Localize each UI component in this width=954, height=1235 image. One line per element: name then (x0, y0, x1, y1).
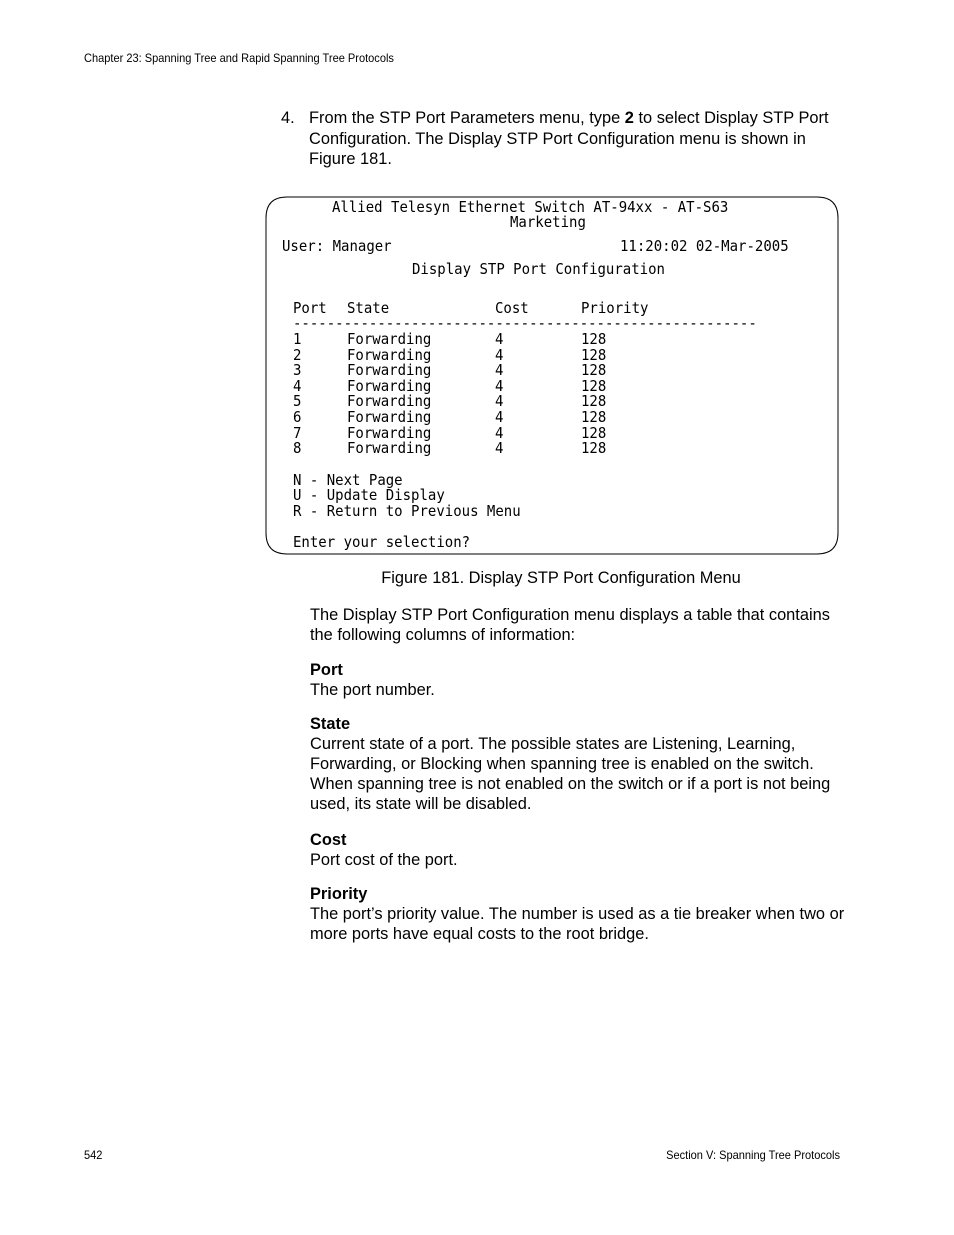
cell-priority: 128 (581, 423, 607, 442)
definition-cost (310, 830, 850, 870)
option-next-page[interactable]: N - Next Page (293, 470, 403, 489)
figure-caption: Figure 181. Display STP Port Configuration Menu (381, 569, 741, 587)
cell-state: Forwarding (347, 361, 432, 380)
column-header-priority: Priority (581, 299, 649, 317)
definition-desc: Current state of a port. The possible states are Listening, Learning, Forwarding, or Blocking when spanning tree is enabled on the switch. When spanning tree is not enabled on the switch or if a port is not being used, its state will be disabled. (310, 735, 831, 813)
cell-port: 6 (293, 408, 302, 426)
cell-state: Forwarding (347, 392, 432, 411)
cell-state: Forwarding (347, 330, 432, 348)
definition-desc: The port’s priority value. The number is used as a tie breaker when two or more ports have equal costs to the root bridge. (310, 905, 845, 943)
cell-port: 3 (293, 361, 302, 380)
definition-term: State (310, 715, 351, 733)
section-footer: Section V: Spanning Tree Protocols (666, 1148, 840, 1162)
definition-port (310, 660, 850, 700)
cell-port: 5 (293, 392, 302, 411)
screen-menu-title: Display STP Port Configuration (412, 260, 665, 278)
selection-prompt[interactable]: Enter your selection? (293, 533, 471, 551)
cell-priority: 128 (581, 345, 607, 364)
cell-cost: 4 (495, 423, 504, 442)
cell-cost: 4 (495, 408, 504, 426)
step-text-after: to select Display STP Port Configuration. The Display STP Port Configuration menu is shown in Figure 181. (309, 109, 829, 168)
definition-term: Priority (310, 885, 368, 903)
cell-priority: 128 (581, 439, 607, 458)
cell-cost: 4 (495, 376, 504, 395)
option-update-display[interactable]: U - Update Display (293, 486, 445, 505)
cell-state: Forwarding (347, 423, 432, 442)
cell-state: Forwarding (347, 439, 432, 458)
cell-priority: 128 (581, 392, 607, 411)
page-number: 542 (84, 1148, 103, 1162)
definition-desc: The port number. (310, 681, 435, 699)
cell-priority: 128 (581, 330, 607, 348)
cell-cost: 4 (495, 392, 504, 411)
cell-state: Forwarding (347, 408, 432, 426)
cell-state: Forwarding (347, 376, 432, 395)
definition-desc: Port cost of the port. (310, 851, 458, 869)
column-header-state: State (347, 299, 390, 317)
screen-title-line: Allied Telesyn Ethernet Switch AT-94xx - AT-S63 (332, 198, 729, 216)
step-bold-key: 2 (624, 109, 634, 127)
cell-priority: 128 (581, 408, 607, 426)
cell-cost: 4 (495, 330, 504, 348)
cell-state: Forwarding (347, 345, 432, 364)
cell-cost: 4 (495, 345, 504, 364)
cell-port: 8 (293, 439, 302, 458)
definition-term: Cost (310, 831, 347, 849)
cell-port: 4 (293, 376, 302, 395)
cell-cost: 4 (495, 439, 504, 458)
running-header: Chapter 23: Spanning Tree and Rapid Spanning Tree Protocols (84, 51, 394, 65)
step-text (309, 108, 841, 170)
definition-state (310, 714, 850, 814)
screen-subtitle-line: Marketing (510, 213, 586, 231)
table-separator: ------------------------------------------------------- (293, 314, 757, 332)
cell-priority: 128 (581, 361, 607, 380)
cell-priority: 128 (581, 376, 607, 395)
definition-term: Port (310, 661, 343, 679)
option-return-previous-menu[interactable]: R - Return to Previous Menu (293, 501, 521, 520)
screen-datetime: 11:20:02 02-Mar-2005 (620, 237, 789, 255)
cell-cost: 4 (495, 361, 504, 380)
terminal-screen-figure (265, 196, 839, 555)
column-header-cost: Cost (495, 299, 529, 317)
definition-priority (310, 884, 850, 944)
column-header-port: Port (293, 299, 327, 317)
cell-port: 1 (293, 330, 302, 348)
cell-port: 2 (293, 345, 302, 364)
screen-user-line: User: Manager (282, 237, 392, 255)
step-text-before: From the STP Port Parameters menu, type (309, 109, 625, 127)
cell-port: 7 (293, 423, 302, 442)
step-number: 4. (281, 109, 295, 127)
intro-paragraph: The Display STP Port Configuration menu displays a table that contains the following columns of information: (310, 606, 830, 644)
